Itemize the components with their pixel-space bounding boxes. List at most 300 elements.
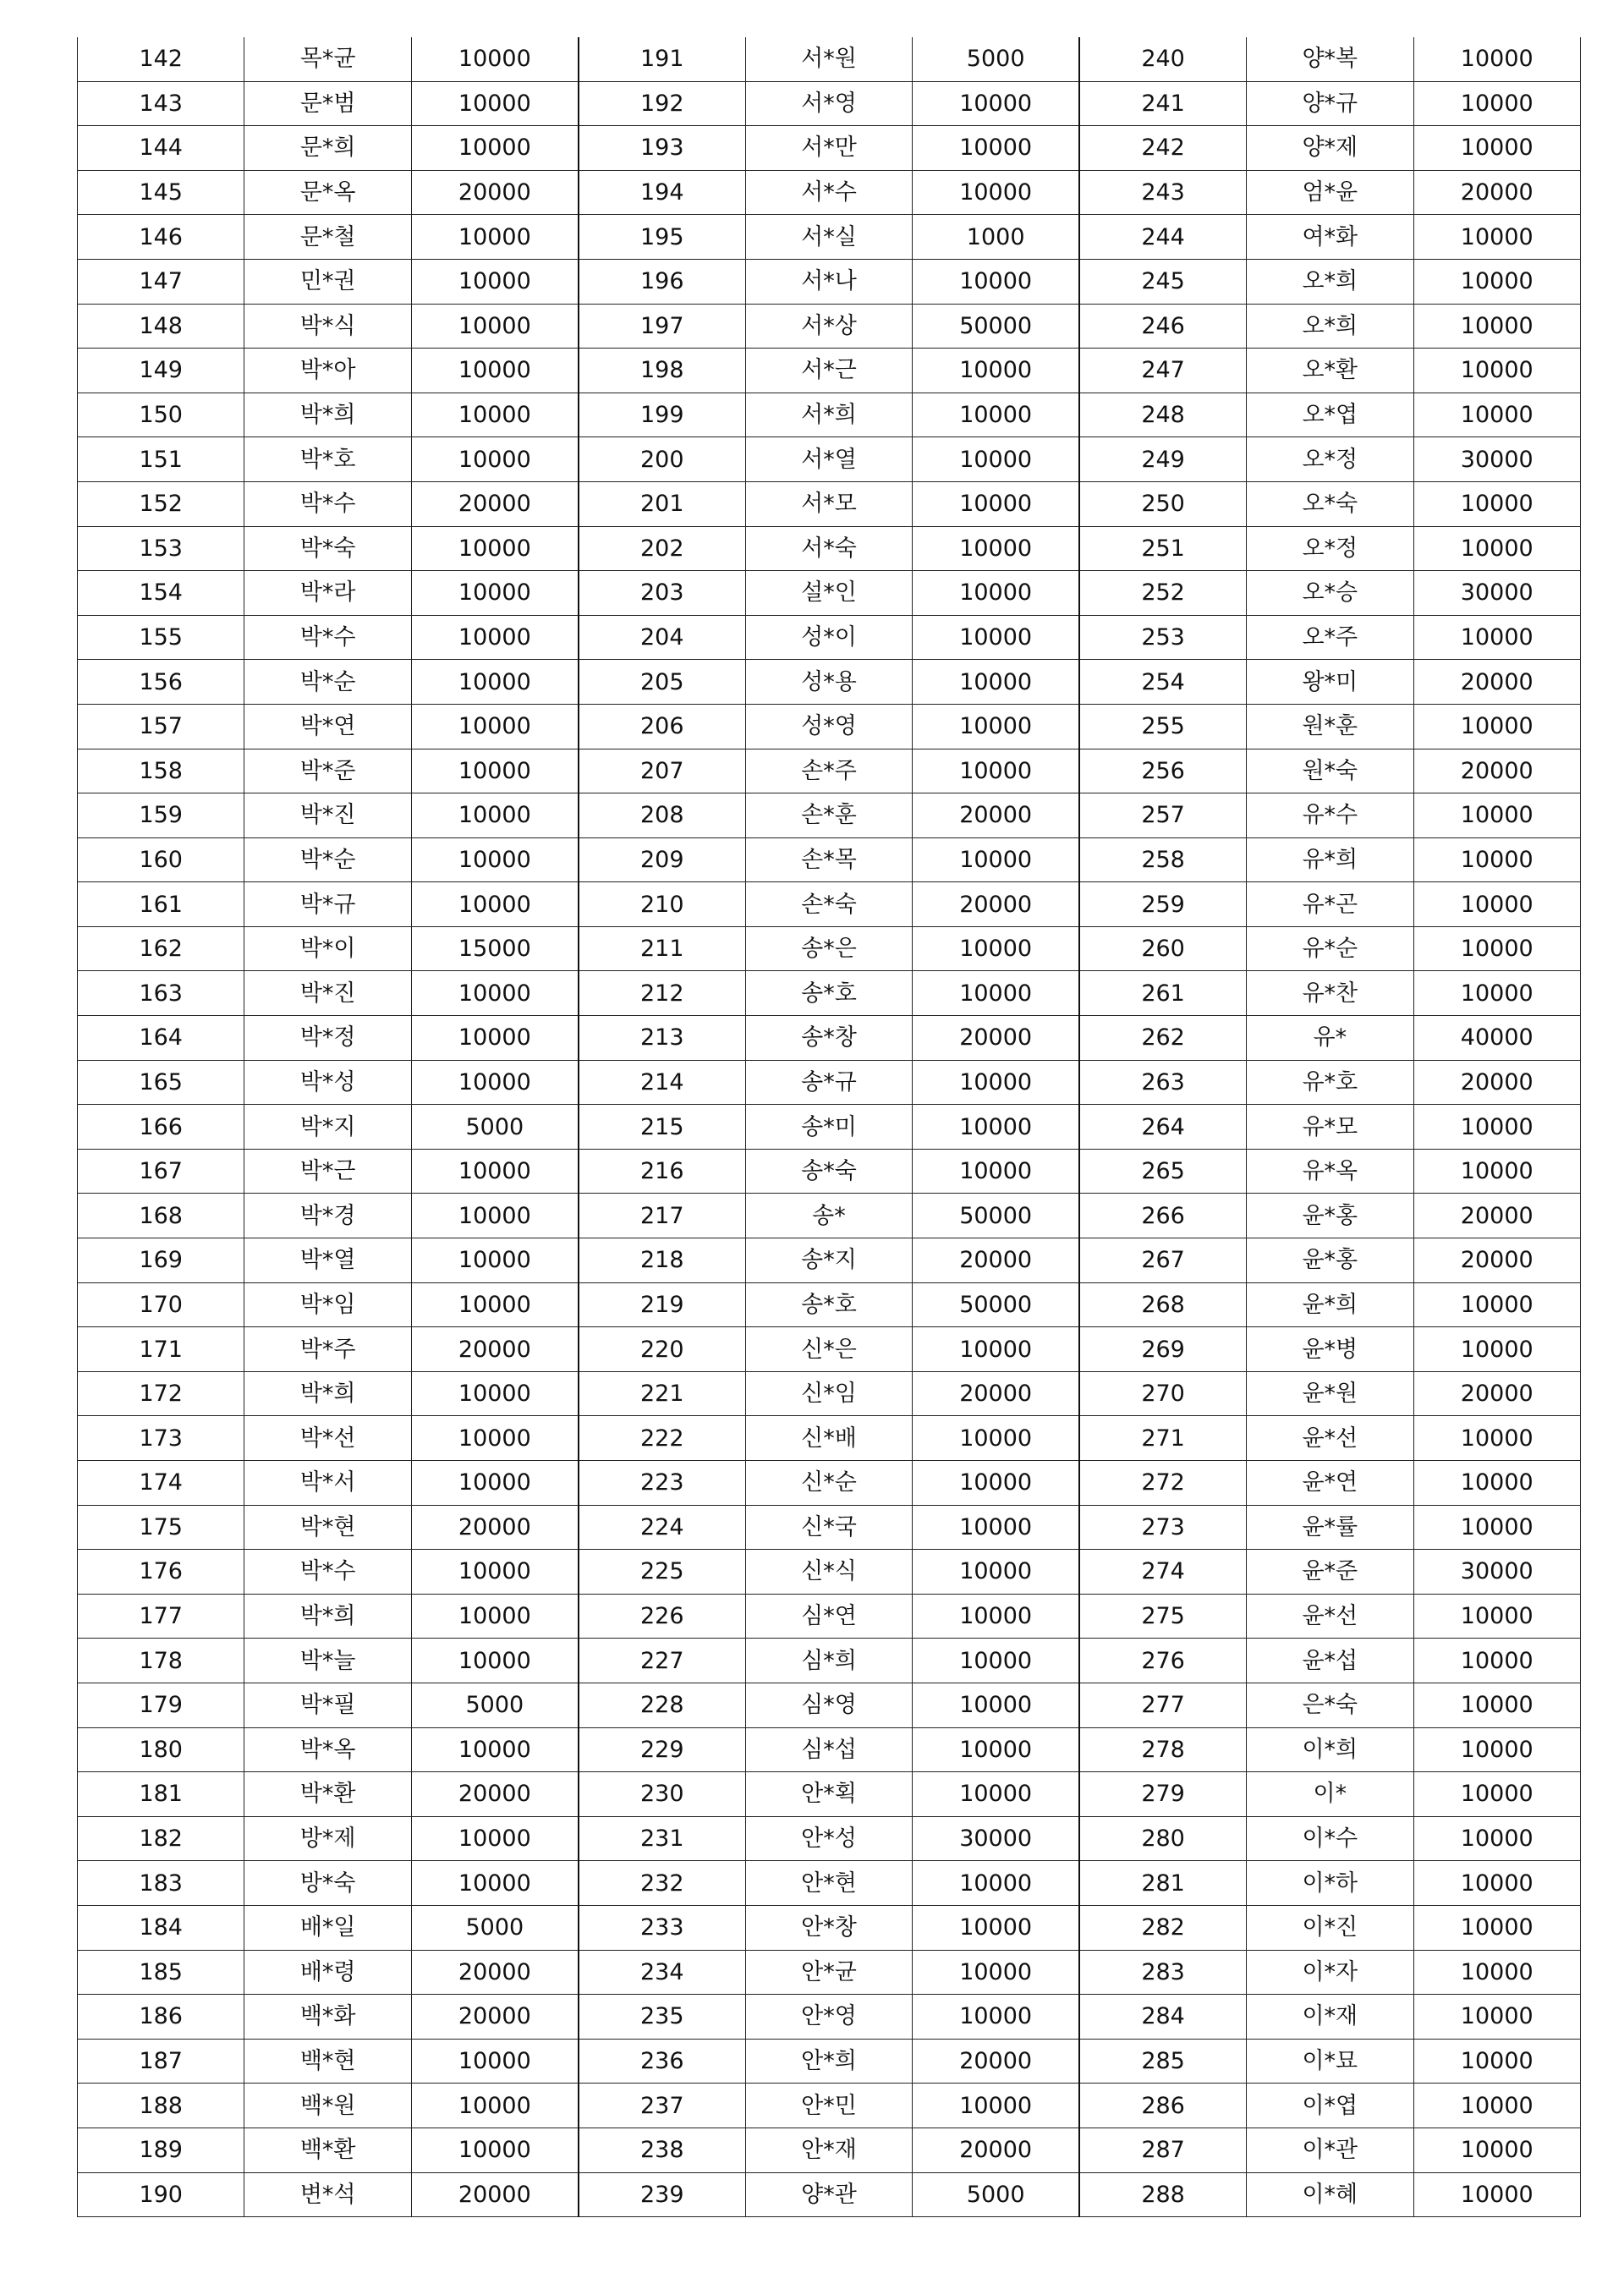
group2-number-cell: 235 — [579, 1995, 745, 2040]
group1-number-cell: 144 — [78, 126, 244, 171]
group3-name-cell: 오*정 — [1247, 437, 1413, 482]
group2-name-cell: 안*현 — [745, 1861, 912, 1906]
group1-name-cell: 박*이 — [244, 926, 411, 971]
group3-name-cell: 오*희 — [1247, 259, 1413, 304]
table-row — [78, 1861, 1581, 1906]
group1-amount-cell: 20000 — [411, 481, 578, 526]
group1-amount-cell: 10000 — [411, 1149, 578, 1194]
group1-name-cell: 문*철 — [244, 215, 411, 260]
group3-number-cell: 266 — [1079, 1194, 1246, 1238]
group1-amount-cell: 10000 — [411, 304, 578, 349]
group3-number-cell: 248 — [1079, 393, 1246, 437]
group1-number-cell: 177 — [78, 1594, 244, 1639]
group2-number-cell: 218 — [579, 1238, 745, 1283]
group3-amount-cell: 40000 — [1413, 1016, 1581, 1061]
group1-number-cell: 150 — [78, 393, 244, 437]
group2-number-cell: 215 — [579, 1105, 745, 1150]
table-row — [78, 1060, 1581, 1105]
group1-number-cell: 148 — [78, 304, 244, 349]
group3-amount-cell: 10000 — [1413, 971, 1581, 1016]
group1-number-cell: 185 — [78, 1950, 244, 1995]
group3-amount-cell: 10000 — [1413, 2172, 1581, 2217]
group1-number-cell: 175 — [78, 1505, 244, 1550]
group1-name-cell: 박*식 — [244, 304, 411, 349]
group2-name-cell: 안*영 — [745, 1995, 912, 2040]
group2-amount-cell: 10000 — [913, 393, 1079, 437]
group2-name-cell: 서*희 — [745, 393, 912, 437]
group3-amount-cell: 10000 — [1413, 349, 1581, 393]
group2-name-cell: 신*임 — [745, 1371, 912, 1416]
group2-amount-cell: 20000 — [913, 1371, 1079, 1416]
group1-amount-cell: 10000 — [411, 1371, 578, 1416]
group3-amount-cell: 10000 — [1413, 259, 1581, 304]
group2-name-cell: 송*은 — [745, 926, 912, 971]
group2-amount-cell: 10000 — [913, 615, 1079, 660]
group3-amount-cell: 10000 — [1413, 615, 1581, 660]
group3-number-cell: 246 — [1079, 304, 1246, 349]
group3-amount-cell: 10000 — [1413, 1282, 1581, 1327]
group2-name-cell: 서*나 — [745, 259, 912, 304]
group1-name-cell: 박*근 — [244, 1149, 411, 1194]
group1-name-cell: 박*희 — [244, 1371, 411, 1416]
group1-number-cell: 176 — [78, 1550, 244, 1595]
group2-amount-cell: 20000 — [913, 1016, 1079, 1061]
group2-name-cell: 손*주 — [745, 749, 912, 793]
group2-number-cell: 200 — [579, 437, 745, 482]
table-row — [78, 2172, 1581, 2217]
table-row — [78, 1105, 1581, 1150]
group1-name-cell: 박*수 — [244, 1550, 411, 1595]
group1-amount-cell: 10000 — [411, 837, 578, 882]
group2-number-cell: 231 — [579, 1816, 745, 1861]
group1-amount-cell: 10000 — [411, 259, 578, 304]
group2-name-cell: 송*호 — [745, 1282, 912, 1327]
group3-number-cell: 287 — [1079, 2128, 1246, 2172]
group2-amount-cell: 10000 — [913, 1861, 1079, 1906]
group3-amount-cell: 20000 — [1413, 1194, 1581, 1238]
group1-name-cell: 박*선 — [244, 1416, 411, 1461]
group2-number-cell: 207 — [579, 749, 745, 793]
group3-number-cell: 271 — [1079, 1416, 1246, 1461]
group1-name-cell: 백*환 — [244, 2128, 411, 2172]
group1-amount-cell: 10000 — [411, 615, 578, 660]
group3-name-cell: 윤*준 — [1247, 1550, 1413, 1595]
table-row — [78, 837, 1581, 882]
group3-name-cell: 양*복 — [1247, 37, 1413, 81]
group2-number-cell: 196 — [579, 259, 745, 304]
group1-name-cell: 배*령 — [244, 1950, 411, 1995]
group3-amount-cell: 10000 — [1413, 304, 1581, 349]
group3-number-cell: 272 — [1079, 1461, 1246, 1506]
group3-number-cell: 242 — [1079, 126, 1246, 171]
group2-amount-cell: 10000 — [913, 1995, 1079, 2040]
group3-name-cell: 이*희 — [1247, 1727, 1413, 1772]
group2-number-cell: 227 — [579, 1639, 745, 1683]
group2-number-cell: 216 — [579, 1149, 745, 1194]
group3-number-cell: 264 — [1079, 1105, 1246, 1150]
group1-name-cell: 문*희 — [244, 126, 411, 171]
table-row — [78, 1016, 1581, 1061]
group3-amount-cell: 10000 — [1413, 2084, 1581, 2128]
group3-name-cell: 이*하 — [1247, 1861, 1413, 1906]
group1-number-cell: 151 — [78, 437, 244, 482]
group1-name-cell: 박*준 — [244, 749, 411, 793]
group3-name-cell: 오*승 — [1247, 571, 1413, 616]
group1-name-cell: 박*정 — [244, 1016, 411, 1061]
group1-amount-cell: 10000 — [411, 437, 578, 482]
group3-number-cell: 267 — [1079, 1238, 1246, 1283]
group2-amount-cell: 10000 — [913, 837, 1079, 882]
group3-name-cell: 유*희 — [1247, 837, 1413, 882]
group1-name-cell: 백*화 — [244, 1995, 411, 2040]
group3-name-cell: 양*제 — [1247, 126, 1413, 171]
group2-number-cell: 195 — [579, 215, 745, 260]
group3-number-cell: 262 — [1079, 1016, 1246, 1061]
group2-amount-cell: 10000 — [913, 971, 1079, 1016]
group3-amount-cell: 10000 — [1413, 1861, 1581, 1906]
group3-amount-cell: 20000 — [1413, 1060, 1581, 1105]
group1-number-cell: 145 — [78, 170, 244, 215]
group2-number-cell: 199 — [579, 393, 745, 437]
group2-number-cell: 211 — [579, 926, 745, 971]
group1-amount-cell: 10000 — [411, 215, 578, 260]
table-row — [78, 1371, 1581, 1416]
group1-amount-cell: 15000 — [411, 926, 578, 971]
group2-amount-cell: 10000 — [913, 1950, 1079, 1995]
group2-amount-cell: 30000 — [913, 1816, 1079, 1861]
group2-name-cell: 심*희 — [745, 1639, 912, 1683]
group1-number-cell: 171 — [78, 1327, 244, 1372]
group1-amount-cell: 10000 — [411, 971, 578, 1016]
group3-name-cell: 원*숙 — [1247, 749, 1413, 793]
group3-name-cell: 이*엽 — [1247, 2084, 1413, 2128]
group2-name-cell: 설*인 — [745, 571, 912, 616]
group3-number-cell: 284 — [1079, 1995, 1246, 2040]
group1-amount-cell: 10000 — [411, 1060, 578, 1105]
group1-amount-cell: 10000 — [411, 1727, 578, 1772]
group2-name-cell: 신*배 — [745, 1416, 912, 1461]
group2-amount-cell: 50000 — [913, 304, 1079, 349]
group2-number-cell: 214 — [579, 1060, 745, 1105]
table-row — [78, 1282, 1581, 1327]
group2-number-cell: 193 — [579, 126, 745, 171]
group1-amount-cell: 10000 — [411, 2039, 578, 2084]
group3-amount-cell: 10000 — [1413, 704, 1581, 749]
group1-amount-cell: 20000 — [411, 1772, 578, 1817]
group2-name-cell: 안*획 — [745, 1772, 912, 1817]
table-row — [78, 1683, 1581, 1727]
group1-name-cell: 문*범 — [244, 81, 411, 126]
group2-name-cell: 서*만 — [745, 126, 912, 171]
group3-name-cell: 양*규 — [1247, 81, 1413, 126]
group3-name-cell: 윤*희 — [1247, 1282, 1413, 1327]
group1-number-cell: 188 — [78, 2084, 244, 2128]
group2-amount-cell: 10000 — [913, 571, 1079, 616]
group2-amount-cell: 10000 — [913, 1639, 1079, 1683]
group1-number-cell: 158 — [78, 749, 244, 793]
group3-number-cell: 276 — [1079, 1639, 1246, 1683]
group1-amount-cell: 10000 — [411, 1282, 578, 1327]
group2-number-cell: 226 — [579, 1594, 745, 1639]
group2-number-cell: 208 — [579, 793, 745, 838]
group2-name-cell: 서*숙 — [745, 526, 912, 571]
group1-name-cell: 백*현 — [244, 2039, 411, 2084]
group3-amount-cell: 10000 — [1413, 1816, 1581, 1861]
group1-amount-cell: 10000 — [411, 393, 578, 437]
group1-number-cell: 164 — [78, 1016, 244, 1061]
group3-number-cell: 269 — [1079, 1327, 1246, 1372]
group2-name-cell: 송* — [745, 1194, 912, 1238]
donor-table-body — [78, 37, 1581, 2217]
group1-amount-cell: 5000 — [411, 1905, 578, 1950]
group2-number-cell: 213 — [579, 1016, 745, 1061]
group3-amount-cell: 10000 — [1413, 1505, 1581, 1550]
group1-name-cell: 변*석 — [244, 2172, 411, 2217]
group2-name-cell: 안*희 — [745, 2039, 912, 2084]
group3-number-cell: 244 — [1079, 215, 1246, 260]
group1-amount-cell: 10000 — [411, 660, 578, 705]
group3-name-cell: 윤*홍 — [1247, 1194, 1413, 1238]
group3-amount-cell: 10000 — [1413, 1594, 1581, 1639]
group2-number-cell: 192 — [579, 81, 745, 126]
group1-number-cell: 149 — [78, 349, 244, 393]
group3-number-cell: 274 — [1079, 1550, 1246, 1595]
group3-name-cell: 유* — [1247, 1016, 1413, 1061]
group3-number-cell: 288 — [1079, 2172, 1246, 2217]
group3-name-cell: 은*숙 — [1247, 1683, 1413, 1727]
group3-name-cell: 이*혜 — [1247, 2172, 1413, 2217]
group3-amount-cell: 20000 — [1413, 170, 1581, 215]
group1-number-cell: 142 — [78, 37, 244, 81]
group3-name-cell: 이*재 — [1247, 1995, 1413, 2040]
group3-amount-cell: 10000 — [1413, 1995, 1581, 2040]
group2-name-cell: 서*수 — [745, 170, 912, 215]
group2-number-cell: 233 — [579, 1905, 745, 1950]
group3-name-cell: 유*옥 — [1247, 1149, 1413, 1194]
group3-name-cell: 오*환 — [1247, 349, 1413, 393]
group1-number-cell: 153 — [78, 526, 244, 571]
group1-amount-cell: 20000 — [411, 1327, 578, 1372]
group2-number-cell: 219 — [579, 1282, 745, 1327]
group1-amount-cell: 10000 — [411, 1639, 578, 1683]
group1-number-cell: 147 — [78, 259, 244, 304]
group2-number-cell: 236 — [579, 2039, 745, 2084]
group3-number-cell: 286 — [1079, 2084, 1246, 2128]
group1-name-cell: 박*수 — [244, 481, 411, 526]
group1-amount-cell: 10000 — [411, 2128, 578, 2172]
table-row — [78, 1995, 1581, 2040]
group2-name-cell: 송*지 — [745, 1238, 912, 1283]
group3-number-cell: 254 — [1079, 660, 1246, 705]
group2-number-cell: 234 — [579, 1950, 745, 1995]
table-row — [78, 1238, 1581, 1283]
group2-name-cell: 서*상 — [745, 304, 912, 349]
group2-number-cell: 212 — [579, 971, 745, 1016]
table-row — [78, 1416, 1581, 1461]
group1-number-cell: 170 — [78, 1282, 244, 1327]
donor-list-sheet — [77, 37, 1581, 2217]
group2-amount-cell: 10000 — [913, 1772, 1079, 1817]
group2-amount-cell: 20000 — [913, 882, 1079, 927]
group3-number-cell: 282 — [1079, 1905, 1246, 1950]
group3-number-cell: 255 — [1079, 704, 1246, 749]
group1-name-cell: 박*아 — [244, 349, 411, 393]
group2-amount-cell: 10000 — [913, 704, 1079, 749]
group3-number-cell: 263 — [1079, 1060, 1246, 1105]
group1-amount-cell: 10000 — [411, 882, 578, 927]
group3-amount-cell: 10000 — [1413, 1639, 1581, 1683]
group2-number-cell: 238 — [579, 2128, 745, 2172]
group1-amount-cell: 10000 — [411, 1416, 578, 1461]
group2-amount-cell: 10000 — [913, 926, 1079, 971]
group1-name-cell: 박*연 — [244, 704, 411, 749]
group1-name-cell: 박*열 — [244, 1238, 411, 1283]
group1-name-cell: 방*숙 — [244, 1861, 411, 1906]
group3-amount-cell: 10000 — [1413, 1905, 1581, 1950]
group1-number-cell: 182 — [78, 1816, 244, 1861]
group3-number-cell: 241 — [1079, 81, 1246, 126]
group1-amount-cell: 10000 — [411, 2084, 578, 2128]
group3-name-cell: 이*묘 — [1247, 2039, 1413, 2084]
group1-name-cell: 박*주 — [244, 1327, 411, 1372]
group2-name-cell: 서*열 — [745, 437, 912, 482]
group2-number-cell: 239 — [579, 2172, 745, 2217]
group3-amount-cell: 30000 — [1413, 1550, 1581, 1595]
group3-name-cell: 오*숙 — [1247, 481, 1413, 526]
group2-amount-cell: 20000 — [913, 793, 1079, 838]
group1-amount-cell: 20000 — [411, 2172, 578, 2217]
group3-name-cell: 유*곤 — [1247, 882, 1413, 927]
group1-amount-cell: 10000 — [411, 793, 578, 838]
group2-number-cell: 205 — [579, 660, 745, 705]
group2-number-cell: 222 — [579, 1416, 745, 1461]
group1-name-cell: 박*지 — [244, 1105, 411, 1150]
group3-amount-cell: 10000 — [1413, 1149, 1581, 1194]
group2-name-cell: 성*용 — [745, 660, 912, 705]
group1-amount-cell: 10000 — [411, 81, 578, 126]
group3-amount-cell: 10000 — [1413, 526, 1581, 571]
table-row — [78, 1461, 1581, 1506]
group3-number-cell: 278 — [1079, 1727, 1246, 1772]
group2-amount-cell: 10000 — [913, 126, 1079, 171]
table-row — [78, 793, 1581, 838]
group2-name-cell: 성*영 — [745, 704, 912, 749]
group2-name-cell: 신*은 — [745, 1327, 912, 1372]
group3-name-cell: 엄*윤 — [1247, 170, 1413, 215]
group3-number-cell: 280 — [1079, 1816, 1246, 1861]
group3-amount-cell: 10000 — [1413, 81, 1581, 126]
group1-amount-cell: 10000 — [411, 526, 578, 571]
group3-amount-cell: 20000 — [1413, 1238, 1581, 1283]
group1-number-cell: 180 — [78, 1727, 244, 1772]
group1-name-cell: 박*순 — [244, 660, 411, 705]
group2-amount-cell: 5000 — [913, 37, 1079, 81]
group2-amount-cell: 10000 — [913, 526, 1079, 571]
group3-name-cell: 유*호 — [1247, 1060, 1413, 1105]
group3-number-cell: 250 — [1079, 481, 1246, 526]
group3-number-cell: 249 — [1079, 437, 1246, 482]
group1-amount-cell: 10000 — [411, 1594, 578, 1639]
group1-number-cell: 186 — [78, 1995, 244, 2040]
table-row — [78, 1639, 1581, 1683]
group1-number-cell: 163 — [78, 971, 244, 1016]
group3-number-cell: 240 — [1079, 37, 1246, 81]
group3-amount-cell: 10000 — [1413, 126, 1581, 171]
group1-number-cell: 154 — [78, 571, 244, 616]
group2-name-cell: 안*창 — [745, 1905, 912, 1950]
group2-amount-cell: 20000 — [913, 2039, 1079, 2084]
table-row — [78, 749, 1581, 793]
group3-amount-cell: 10000 — [1413, 1683, 1581, 1727]
group3-number-cell: 251 — [1079, 526, 1246, 571]
group1-amount-cell: 20000 — [411, 1505, 578, 1550]
group3-name-cell: 이*진 — [1247, 1905, 1413, 1950]
group1-name-cell: 목*균 — [244, 37, 411, 81]
group3-number-cell: 253 — [1079, 615, 1246, 660]
table-row — [78, 2039, 1581, 2084]
table-row — [78, 2128, 1581, 2172]
group3-name-cell: 유*수 — [1247, 793, 1413, 838]
table-row — [78, 393, 1581, 437]
table-row — [78, 81, 1581, 126]
group1-name-cell: 박*경 — [244, 1194, 411, 1238]
group2-amount-cell: 10000 — [913, 170, 1079, 215]
group3-amount-cell: 10000 — [1413, 215, 1581, 260]
group3-amount-cell: 10000 — [1413, 2039, 1581, 2084]
group3-amount-cell: 10000 — [1413, 1727, 1581, 1772]
group3-amount-cell: 10000 — [1413, 2128, 1581, 2172]
group2-amount-cell: 10000 — [913, 1327, 1079, 1372]
group2-name-cell: 손*목 — [745, 837, 912, 882]
group1-number-cell: 172 — [78, 1371, 244, 1416]
group3-name-cell: 이*관 — [1247, 2128, 1413, 2172]
group2-amount-cell: 10000 — [913, 1727, 1079, 1772]
group2-number-cell: 204 — [579, 615, 745, 660]
group2-number-cell: 223 — [579, 1461, 745, 1506]
group2-number-cell: 206 — [579, 704, 745, 749]
group3-amount-cell: 10000 — [1413, 1105, 1581, 1150]
table-row — [78, 1905, 1581, 1950]
group3-number-cell: 259 — [1079, 882, 1246, 927]
group3-name-cell: 윤*원 — [1247, 1371, 1413, 1416]
table-row — [78, 882, 1581, 927]
group2-number-cell: 217 — [579, 1194, 745, 1238]
group1-amount-cell: 10000 — [411, 1816, 578, 1861]
table-row — [78, 37, 1581, 81]
group1-number-cell: 160 — [78, 837, 244, 882]
group1-number-cell: 162 — [78, 926, 244, 971]
group1-name-cell: 박*희 — [244, 393, 411, 437]
group1-number-cell: 159 — [78, 793, 244, 838]
group2-number-cell: 232 — [579, 1861, 745, 1906]
group3-number-cell: 260 — [1079, 926, 1246, 971]
group2-amount-cell: 20000 — [913, 1238, 1079, 1283]
group1-amount-cell: 10000 — [411, 749, 578, 793]
group1-name-cell: 백*원 — [244, 2084, 411, 2128]
group1-number-cell: 179 — [78, 1683, 244, 1727]
group2-amount-cell: 10000 — [913, 1416, 1079, 1461]
group2-number-cell: 198 — [579, 349, 745, 393]
group2-amount-cell: 10000 — [913, 1149, 1079, 1194]
group3-name-cell: 윤*병 — [1247, 1327, 1413, 1372]
group2-name-cell: 서*근 — [745, 349, 912, 393]
group1-name-cell: 박*진 — [244, 971, 411, 1016]
group2-amount-cell: 10000 — [913, 1060, 1079, 1105]
group3-number-cell: 277 — [1079, 1683, 1246, 1727]
group1-name-cell: 박*현 — [244, 1505, 411, 1550]
group2-name-cell: 신*국 — [745, 1505, 912, 1550]
group1-number-cell: 152 — [78, 481, 244, 526]
